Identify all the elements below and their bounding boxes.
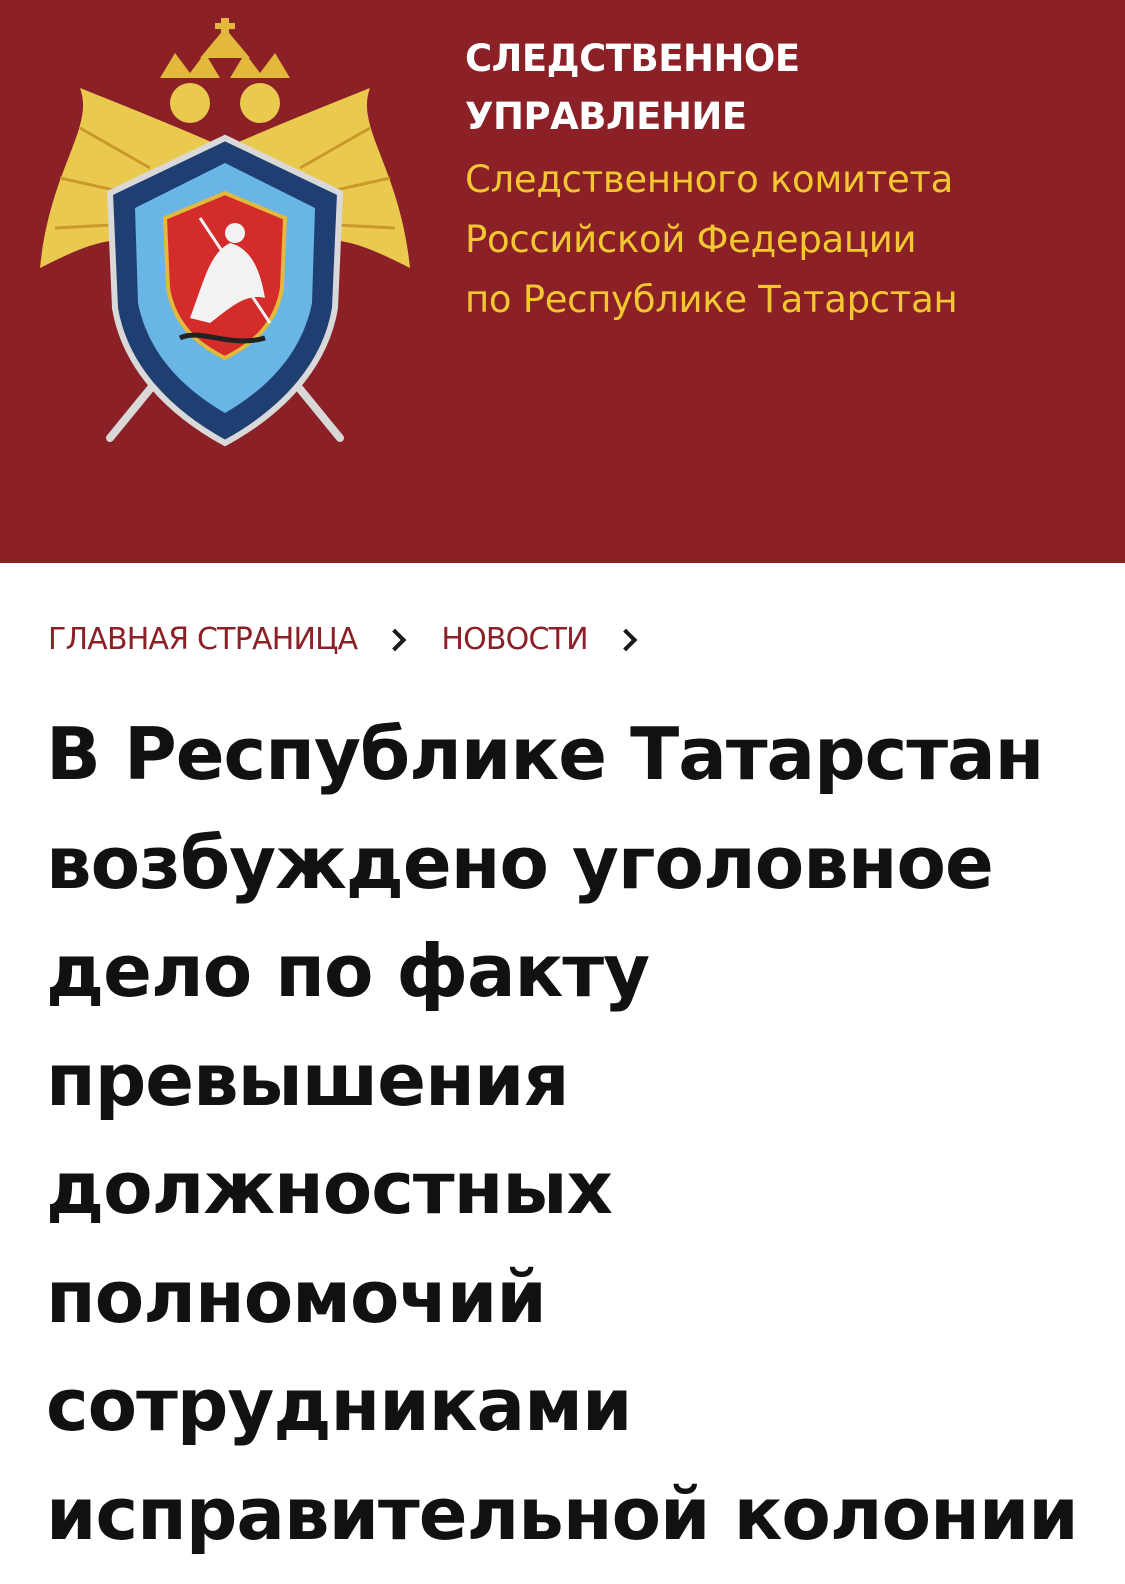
chevron-right-icon [384,628,407,651]
emblem-icon[interactable] [40,18,410,448]
breadcrumb [48,622,672,657]
site-header [0,0,1125,563]
breadcrumb-home-link[interactable]: ГЛАВНАЯ СТРАНИЦА [48,622,358,657]
org-subtitle-line: Российской Федерации [465,218,917,261]
org-subtitle-line: по Республике Татарстан [465,278,958,321]
article-headline: В Республике Татарстан возбуждено уголовное дело по факту превышения должностных полномочий сотрудниками исправительной колонии [46,712,1078,1556]
chevron-right-icon [614,628,637,651]
org-name-block [465,30,1085,330]
org-title-line: СЛЕДСТВЕННОЕ [465,37,800,80]
org-subtitle-line: Следственного комитета [465,158,954,201]
org-title-line: УПРАВЛЕНИЕ [465,95,747,138]
breadcrumb-news-link[interactable]: НОВОСТИ [441,622,588,657]
